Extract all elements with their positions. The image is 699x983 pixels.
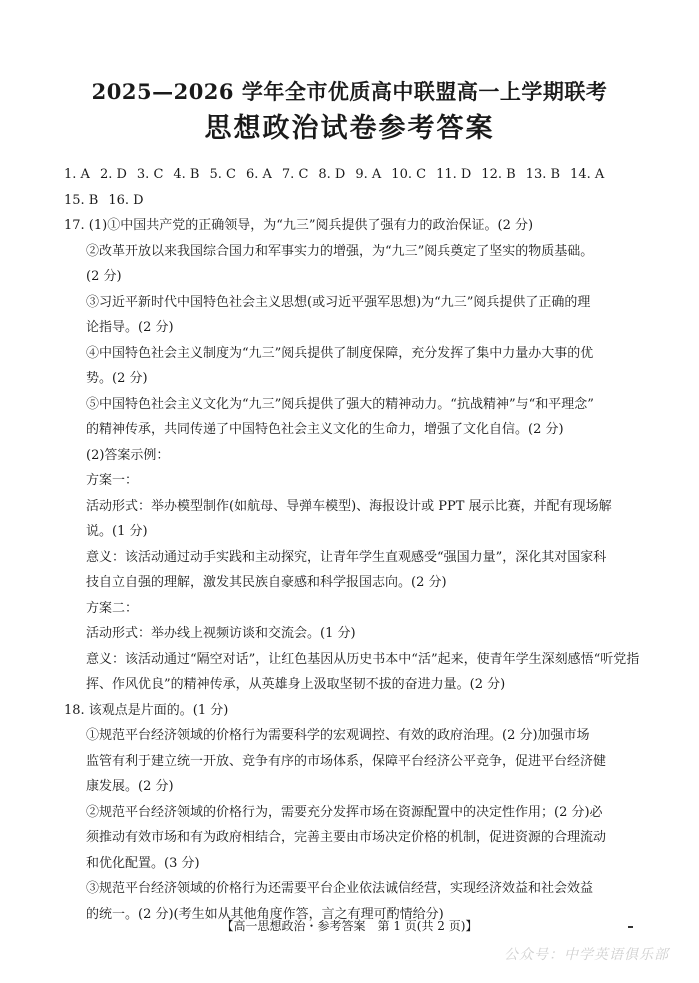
answer-line: 活动形式：举办模型制作(如航母、导弹车模型)、海报设计或 PPT 展示比赛，并配有现场解 (86, 498, 612, 514)
answer-line: 挥、作风优良”的精神传承，从英雄身上汲取坚韧不拔的奋进力量。(2 分) (86, 677, 506, 692)
answer-line: (2 分) (86, 269, 122, 284)
answer-line: 技自立自强的理解，激发其民族自豪感和科学报国志向。(2 分) (86, 575, 447, 590)
answer-line: 和优化配置。(3 分) (86, 855, 200, 871)
choice-answers-line-1 (64, 162, 644, 188)
answer-line: 方案二： (86, 600, 139, 616)
answer-line: ②规范平台经济领域的价格行为，需要充分发挥市场在资源配置中的决定性作用；(2 分)必 (86, 804, 603, 820)
answer-line: ⑤中国特色社会主义文化为“九三”阅兵提供了强大的精神动力。“抗战精神”与“和平理念” (86, 396, 594, 412)
answer-line: 意义：该活动通过“隔空对话”，让红色基因从历史书本中“活”起来，使青年学生深刻感悟“听党指 (86, 651, 640, 667)
answer-line: 论指导。(2 分) (86, 320, 174, 335)
choice-answer: 2. D (99, 167, 127, 182)
choice-answer: 12. B (481, 167, 516, 182)
answer-line: 势。(2 分) (86, 371, 148, 386)
answer-line: (2)答案示例： (86, 447, 170, 463)
choice-answer: 3. C (136, 167, 164, 182)
answer-line: 方案一： (86, 473, 139, 488)
choice-answer: 15. B (64, 192, 99, 208)
choice-answer: 10. C (391, 167, 427, 182)
watermark: 公众号：中学英语俱乐部 (504, 947, 669, 963)
exam-title: 2025—2026 学年全市优质高中联盟高一上学期联考 (91, 79, 608, 104)
answer-line: 活动形式：举办线上视频访谈和交流会。(1 分) (86, 626, 356, 641)
choice-answer: 11. D (436, 167, 472, 182)
answer-line: ①规范平台经济领域的价格行为需要科学的宏观调控、有效的政府治理。(2 分)加强市场 (86, 728, 590, 743)
answer-line: 意义：该活动通过动手实践和主动探究，让青年学生直观感受“强国力量”，深化其对国家科 (86, 549, 607, 565)
choice-answer: 13. B (525, 167, 561, 182)
answer-line: 的统一。(2 分)(考生如从其他角度作答，言之有理可酌情给分) (86, 906, 444, 922)
question-17-block (64, 213, 644, 698)
choice-answer: 14. A (570, 167, 605, 182)
choice-answer: 9. A (355, 167, 382, 182)
choice-answer: 16. D (108, 192, 144, 208)
answer-content (64, 162, 644, 927)
choice-answer: 6. A (245, 167, 272, 182)
answer-line: 18. 该观点是片面的。(1 分) (64, 702, 229, 718)
page-footer: 【高一思想政治・参考答案 第 1 页(共 2 页)】 (221, 919, 478, 933)
answer-line: ③规范平台经济领域的价格行为还需要平台企业依法诚信经营，实现经济效益和社会效益 (86, 881, 594, 896)
answer-line: 说。(1 分) (86, 524, 148, 539)
answer-line: 的精神传承，共同传递了中国特色社会主义文化的生命力，增强了文化自信。(2 分) (86, 422, 564, 437)
choice-answer: 1. A (64, 167, 90, 182)
corner-mark (628, 926, 633, 928)
choice-answer: 7. C (281, 167, 309, 182)
question-18-block (64, 698, 644, 928)
answer-line: 17. (1)①中国共产党的正确领导，为“九三”阅兵提供了强有力的政治保证。(2 分) (64, 218, 534, 233)
answer-line: ④中国特色社会主义制度为“九三”阅兵提供了制度保障，充分发挥了集中力量办大事的优 (86, 345, 594, 361)
choice-answer: 8. D (318, 167, 346, 182)
answer-line: ②改革开放以来我国综合国力和军事实力的增强，为“九三”阅兵奠定了坚实的物质基础。 (86, 243, 594, 259)
choice-answer: 4. B (173, 167, 200, 182)
answer-line: 须推动有效市场和有为政府相结合，完善主要由市场决定价格的机制，促进资源的合理流动 (86, 830, 607, 845)
answer-line: 监管有利于建立统一开放、竞争有序的市场体系，保障平台经济公平竞争，促进平台经济健 (86, 753, 607, 769)
answer-line: ③习近平新时代中国特色社会主义思想(或习近平强军思想)为“九三”阅兵提供了正确的理 (86, 294, 591, 310)
answer-key-title: 思想政治试卷参考答案 (204, 113, 495, 144)
choice-answers-line-2 (64, 188, 644, 214)
choice-answer: 5. C (209, 167, 236, 182)
answer-line: 康发展。(2 分) (86, 779, 174, 794)
